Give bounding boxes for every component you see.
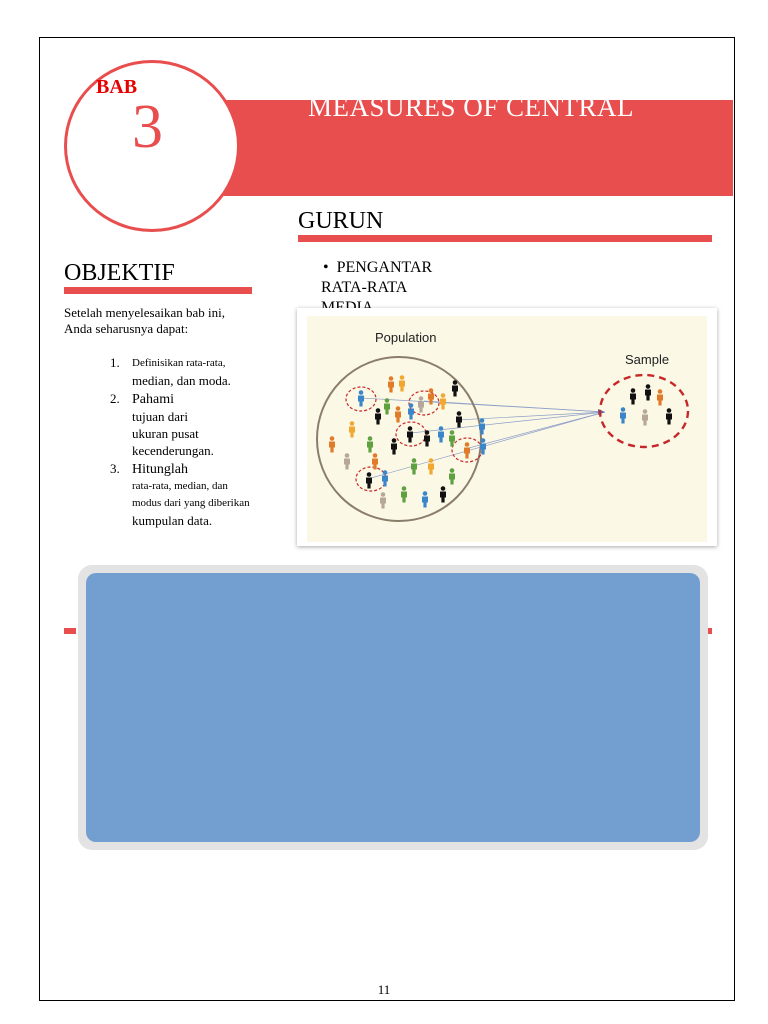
gurun-heading-bar (298, 235, 712, 242)
objective-line: ukuran pusat (132, 426, 199, 441)
person-icon (395, 406, 401, 422)
person-icon (630, 388, 636, 404)
objectives-list (110, 355, 280, 531)
page-number: 11 (377, 982, 391, 997)
person-icon (440, 486, 446, 502)
objective-line: kumpulan data. (132, 513, 213, 528)
objective-line: kecenderungan. (132, 443, 214, 458)
intro-line: Anda seharusnya dapat: (64, 321, 189, 336)
chapter-title: MEASURES OF CENTRAL (308, 92, 635, 122)
objective-line: tujuan dari (132, 409, 188, 424)
population-sample-figure (297, 308, 717, 546)
person-icon (384, 398, 390, 414)
person-icon (449, 468, 455, 484)
figure-canvas (307, 316, 707, 542)
sampling-arrow (465, 412, 605, 449)
chapter-number: 3 (132, 93, 163, 161)
person-icon (428, 458, 434, 474)
person-icon (344, 453, 350, 469)
person-icon (391, 438, 397, 454)
person-icon (620, 407, 626, 423)
person-icon (411, 458, 417, 474)
objective-number: 1. (110, 355, 120, 370)
topic-item: RATA-RATA (321, 279, 408, 296)
objective-number: 2. (110, 391, 120, 406)
person-icon (401, 486, 407, 502)
person-icon (367, 436, 373, 452)
person-icon (440, 393, 446, 409)
person-icon (657, 389, 663, 405)
person-icon (418, 396, 424, 412)
person-icon (642, 409, 648, 425)
intro-text (64, 305, 225, 337)
objective-number: 3. (110, 461, 120, 476)
person-icon (375, 408, 381, 424)
objective-line: Pahami (132, 392, 174, 407)
blue-content-panel (86, 573, 700, 842)
figure-svg (307, 316, 707, 542)
person-icon (666, 408, 672, 424)
person-icon (422, 491, 428, 507)
person-icon (449, 430, 455, 446)
bullet: • (323, 259, 329, 276)
objective-line: median, dan moda. (132, 373, 231, 388)
person-icon (452, 380, 458, 396)
objective-line: modus dari yang diberikan (132, 497, 250, 509)
gurun-heading: GURUN (298, 208, 384, 234)
person-icon (464, 442, 470, 458)
objective-line: Hitunglah (132, 462, 188, 477)
objektif-heading: OBJEKTIF (64, 260, 175, 286)
person-icon (424, 430, 430, 446)
sampling-arrow (424, 401, 605, 412)
objektif-heading-bar (64, 287, 252, 294)
person-icon (388, 376, 394, 392)
topic-label: PENGANTAR (336, 259, 433, 276)
topic-item (321, 258, 432, 278)
objective-item (110, 355, 280, 389)
person-icon (645, 384, 651, 400)
sample-label: Sample (625, 352, 670, 367)
person-icon (438, 426, 444, 442)
person-icon (407, 426, 413, 442)
person-icon (382, 470, 388, 486)
person-icon (399, 375, 405, 391)
objective-item (110, 391, 280, 459)
person-icon (408, 403, 414, 419)
population-label: Population (375, 330, 437, 345)
objective-line: Definisikan rata-rata, (132, 357, 226, 369)
person-icon (380, 492, 386, 508)
person-icon (349, 421, 355, 437)
objective-item (110, 461, 280, 529)
objective-line: rata-rata, median, dan (132, 480, 228, 492)
person-icon (358, 390, 364, 406)
person-icon (456, 411, 462, 427)
intro-line: Setelah menyelesaikan bab ini, (64, 305, 226, 320)
bab-label: BAB (96, 76, 138, 98)
person-icon (329, 436, 335, 452)
left-accent-tab (64, 628, 76, 634)
person-icon (366, 472, 372, 488)
